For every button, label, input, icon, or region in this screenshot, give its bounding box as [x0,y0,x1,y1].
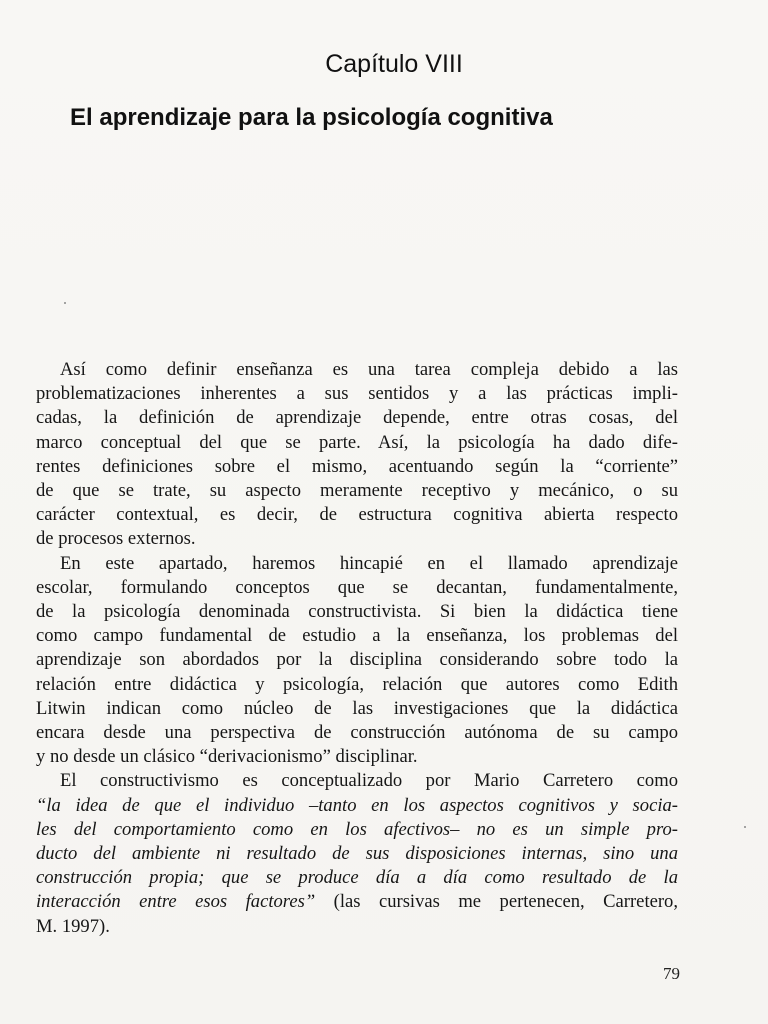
text-line: como campo fundamental de estudio a la enseñanza, los problemas del [36,625,678,647]
body-text [36,358,678,939]
text-line: de que se trate, su aspecto meramente receptivo y mecánico, o su [36,480,678,502]
text-line: En este apartado, haremos hincapié en el llamado aprendizaje [60,552,678,574]
quote-text: ducto del ambiente ni resultado de sus disposiciones internas, sino una [36,843,678,865]
chapter-label: Capítulo VIII [325,50,463,78]
text-line: aprendizaje son abordados por la disciplina considerando sobre todo la [36,649,678,671]
text-line: Así como definir enseñanza es una tarea compleja debido a las [60,359,678,380]
page-number: 79 [663,964,680,983]
text-line: encara desde una perspectiva de construcción autónoma de su campo [36,722,678,744]
quote-text: les del comportamiento como en los afectivos– no es un simple pro- [36,818,678,840]
citation-text: (las cursivas me pertenecen, Carretero, [315,891,678,913]
text-line: carácter contextual, es decir, de estructura cognitiva abierta respecto [36,504,678,526]
quote-line [36,866,678,890]
text-line: El constructivismo es conceptualizado por Mario Carretero como [60,770,678,792]
text-line: marco conceptual del que se parte. Así, la psicología ha dado dife- [36,431,678,453]
text-line: relación entre didáctica y psicología, relación que autores como Edith [36,673,678,695]
scan-speck [744,826,746,828]
text-line: de procesos externos. [36,528,196,550]
text-line: problematizaciones inherentes a sus sentidos y a las prácticas impli- [36,383,678,405]
quote-text: interacción entre esos factores” [36,891,316,913]
text-line: de la psicología denominada constructivista. Si bien la didáctica tiene [36,601,678,623]
text-line: y no desde un clásico “derivacionismo” disciplinar. [36,746,418,768]
text-line: escolar, formulando conceptos que se decantan, fundamentalmente, [36,576,678,598]
text-line: M. 1997). [36,915,110,937]
citation-line [36,890,678,914]
scan-speck [64,302,66,304]
quote-text: construcción propia; que se produce día a día como resultado de la [36,867,678,889]
quote-text: “la idea de que el individuo –tanto en los aspectos cognitivos y socia- [36,794,678,816]
chapter-title: El aprendizaje para la psicología cognitiva [70,104,553,131]
quote-line [36,794,678,818]
quote-line [36,818,678,842]
text-line: rentes definiciones sobre el mismo, acentuando según la “corriente” [36,455,678,477]
text-line: Litwin indican como núcleo de las investigaciones que la didáctica [36,697,678,719]
quote-line [36,842,678,866]
text-line: cadas, la definición de aprendizaje depende, entre otras cosas, del [36,407,678,429]
